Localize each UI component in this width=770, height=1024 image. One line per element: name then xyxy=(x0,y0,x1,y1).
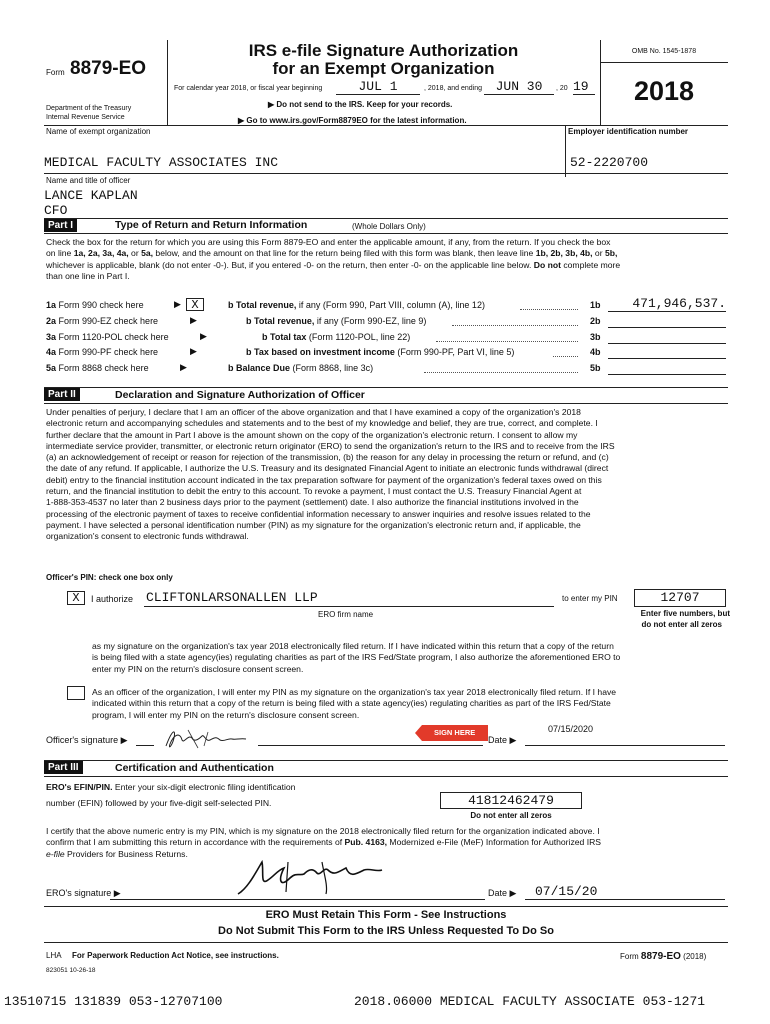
arrow-icon: ▶ xyxy=(190,315,197,325)
line-b-description: b Total tax (Form 1120-POL, line 22) xyxy=(262,332,411,342)
form-code: 823051 10-26-18 xyxy=(46,967,96,974)
title-line-2: for an Exempt Organization xyxy=(272,59,495,78)
title-line-1: IRS e-file Signature Authorization xyxy=(248,41,519,60)
lha-label: LHA xyxy=(46,951,62,960)
ero-sign-date[interactable]: 07/15/20 xyxy=(535,884,598,899)
pin-note-1: Enter five numbers, but xyxy=(640,609,730,618)
officer-date-label: Date ▶ xyxy=(488,735,517,745)
declaration-text: Under penalties of perjury, I declare that I am an officer of the above organization and that I have examined a copy of the organization's 2018 electronic return and accompanying schedules and statements and to the best of my knowledge and belief, they are true, correct, and complete. I further declare that the amount in Part I above is the amount shown on the copy of the organization's electronic return. I consent to allow my intermediate service provider, transmitter, or electronic return originator (ERO) to send the organization's return to the IRS and to receive from the IRS (a) an acknowledgement of receipt or reason for rejection of the transmission, (b) the reason for any delay in processing the return or refund, and (c) the date of any refund. If applicable, I authorize the U.S. Treasury and its designated Financial Agent to initiate an electronic funds withdrawal (direct debit) entry to the financial institution account indicated in the tax preparation software for payment of the organization's federal taxes owed on this return, and the financial institution to debit the entry to this account. To revoke a payment, I must contact the U.S. Treasury Financial Agent at 1-888-353-4537 no later than 2 business days prior to the payment (settlement) date. I also authorize the financial institutions involved in the processing of the electronic payment of taxes to receive confidential information necessary to answer inquiries and resolve issues related to the payment. I have selected a personal identification number (PIN) as my signature for the organization's electronic return and, if applicable, the organization's consent to electronic funds withdrawal. xyxy=(46,407,615,542)
line-b-description: b Total revenue, if any (Form 990-EZ, line 9) xyxy=(246,316,427,326)
form-number: 8879-EO xyxy=(70,58,147,79)
line-b-description: b Balance Due (Form 8868, line 3c) xyxy=(228,363,374,373)
officer-pin-heading: Officer's PIN: check one box only xyxy=(46,573,173,582)
line-number: 5a Form 8868 check here xyxy=(46,363,149,373)
efin-instructions: ERO's EFIN/PIN. Enter your six-digit electronic filing identification number (EFIN) followed by your five-digit self-selected PIN. xyxy=(46,782,296,809)
ero-retain-notice: ERO Must Retain This Form - See Instructions xyxy=(265,909,507,921)
to-enter-pin-text: to enter my PIN xyxy=(562,594,618,603)
part2-title: Declaration and Signature Authorization of Officer xyxy=(115,389,365,401)
arrow-icon: ▶ xyxy=(200,331,207,341)
part1-instructions: Check the box for the return for which you are using this Form 8879-EO and enter the applicable amount, if any, from the return. If you check the box on line 1a, 2a, 3a, 4a, or 5a, below, and the amount on that line for the return being filed with this form was blank, then leave line 1b, 2b, 3b, 4b, or 5b, whichever is applicable, blank (do not enter -0-). But, if you entered -0- on the return, then enter -0- on the applicable line below. Do not complete more than one line in Part I. xyxy=(46,237,621,281)
irs-label: Internal Revenue Service xyxy=(46,114,125,121)
officer-title[interactable]: CFO xyxy=(44,203,68,218)
line-code: 3b xyxy=(590,332,601,342)
officer-name[interactable]: LANCE KAPLAN xyxy=(44,188,138,203)
efin-pin-box[interactable]: 41812462479 xyxy=(440,792,582,809)
do-not-submit-notice: Do Not Submit This Form to the IRS Unless Requested To Do So xyxy=(218,925,554,937)
ein-label: Employer identification number xyxy=(568,127,689,136)
officer-signature[interactable] xyxy=(158,724,258,752)
part3-label: Part III xyxy=(44,761,83,774)
officer-label: Name and title of officer xyxy=(46,176,131,185)
arrow-icon: ▶ xyxy=(180,362,187,372)
line-code: 4b xyxy=(590,347,601,357)
efin-note: Do not enter all zeros xyxy=(470,811,552,820)
part1-label: Part I xyxy=(44,219,77,232)
ero-signature[interactable] xyxy=(228,858,388,900)
tax-year: 2018 xyxy=(633,76,695,106)
part1-title: Type of Return and Return Information xyxy=(115,219,308,231)
paperwork-notice: For Paperwork Reduction Act Notice, see instructions. xyxy=(72,951,279,960)
part3-title: Certification and Authentication xyxy=(115,762,274,774)
line-number: 4a Form 990-PF check here xyxy=(46,347,159,357)
officer-enter-pin-text: As an officer of the organization, I will enter my PIN as my signature on the organization's tax year 2018 electronically filed return. If I have indicated within this return that a copy of the return is being filed with a state agency(ies) regulating charities as part of the IRS Fed/State program, I will enter my PIN on the return's disclosure consent screen. xyxy=(92,687,617,720)
line-b-description: b Tax based on investment income (Form 990-PF, Part VI, line 5) xyxy=(246,347,515,357)
omb-number: OMB No. 1545-1878 xyxy=(631,48,697,55)
fiscal-end-date[interactable]: JUN 30 xyxy=(495,79,543,94)
officer-pin-box[interactable]: 12707 xyxy=(634,589,726,607)
authorize-text: I authorize xyxy=(91,594,134,604)
bottom-right-code: 2018.06000 MEDICAL FACULTY ASSOCIATE 053-1271 xyxy=(354,994,706,1009)
arrow-icon: ▶ xyxy=(174,299,181,309)
officer-signature-label: Officer's signature ▶ xyxy=(46,735,128,745)
fiscal-end-year[interactable]: 19 xyxy=(573,79,589,94)
officer-enter-pin-checkbox[interactable] xyxy=(67,686,85,700)
part2-label: Part II xyxy=(44,388,80,401)
line-number: 3a Form 1120-POL check here xyxy=(46,332,169,342)
authorize-ero-checkbox[interactable]: X xyxy=(67,591,85,605)
arrow-icon: ▶ xyxy=(190,346,197,356)
line-amount[interactable]: 471,946,537. xyxy=(632,296,726,311)
form-title xyxy=(167,42,600,78)
dept-treasury: Department of the Treasury xyxy=(46,105,132,112)
notice-do-not-send: ▶ Do not send to the IRS. Keep for your records. xyxy=(268,100,453,109)
line-code: 5b xyxy=(590,363,601,373)
ero-authorization-text: as my signature on the organization's tax year 2018 electronically filed return. If I have indicated within this return that a copy of the return is being filed with a state agency(ies) regulating charities as part of the IRS Fed/State program, I also authorize the aforementioned ERO to enter my PIN on the return's disclosure consent screen. xyxy=(92,641,621,674)
bottom-left-code: 13510715 131839 053-12707100 xyxy=(4,994,223,1009)
ein-value[interactable]: 52-2220700 xyxy=(570,155,649,170)
calendar-year-text: For calendar year 2018, or fiscal year beginning xyxy=(174,85,323,92)
ero-date-label: Date ▶ xyxy=(488,888,517,898)
line-code: 1b xyxy=(590,300,601,310)
form-990-checkbox[interactable]: X xyxy=(186,298,204,311)
ero-signature-label: ERO's signature ▶ xyxy=(46,888,121,898)
line-b-description: b Total revenue, if any (Form 990, Part VIII, column (A), line 12) xyxy=(228,300,485,310)
certification-text: I certify that the above numeric entry is my PIN, which is my signature on the 2018 electronically filed return for the organization indicated above. I confirm that I am submitting this return in accordance with the requirements of Pub. 4163, Modernized e-File (MeF) Information for Authorized IRS e-file Providers for Business Returns. xyxy=(46,826,602,859)
officer-sign-date[interactable]: 07/15/2020 xyxy=(548,724,594,734)
notice-website: ▶ Go to www.irs.gov/Form8879EO for the latest information. xyxy=(238,116,467,125)
line-number: 1a Form 990 check here xyxy=(46,300,144,310)
end-year-prefix: , 20 xyxy=(556,85,568,92)
pin-note-2: do not enter all zeros xyxy=(641,620,722,629)
ero-firm-name[interactable]: CLIFTONLARSONALLEN LLP xyxy=(146,590,318,605)
form-label: Form xyxy=(46,68,65,77)
part1-subtitle: (Whole Dollars Only) xyxy=(352,222,426,231)
sign-here-flag xyxy=(414,724,488,742)
ero-firm-label: ERO firm name xyxy=(318,610,374,619)
line-number: 2a Form 990-EZ check here xyxy=(46,316,159,326)
line-code: 2b xyxy=(590,316,601,326)
fiscal-begin-date[interactable]: JUL 1 xyxy=(358,79,398,94)
org-name-label: Name of exempt organization xyxy=(46,127,151,136)
footer-form-label: Form 8879-EO (2018) xyxy=(620,951,707,962)
org-name[interactable]: MEDICAL FACULTY ASSOCIATES INC xyxy=(44,155,279,170)
sign-here-text: SIGN HERE xyxy=(434,728,476,737)
fiscal-mid-text: , 2018, and ending xyxy=(424,85,482,92)
